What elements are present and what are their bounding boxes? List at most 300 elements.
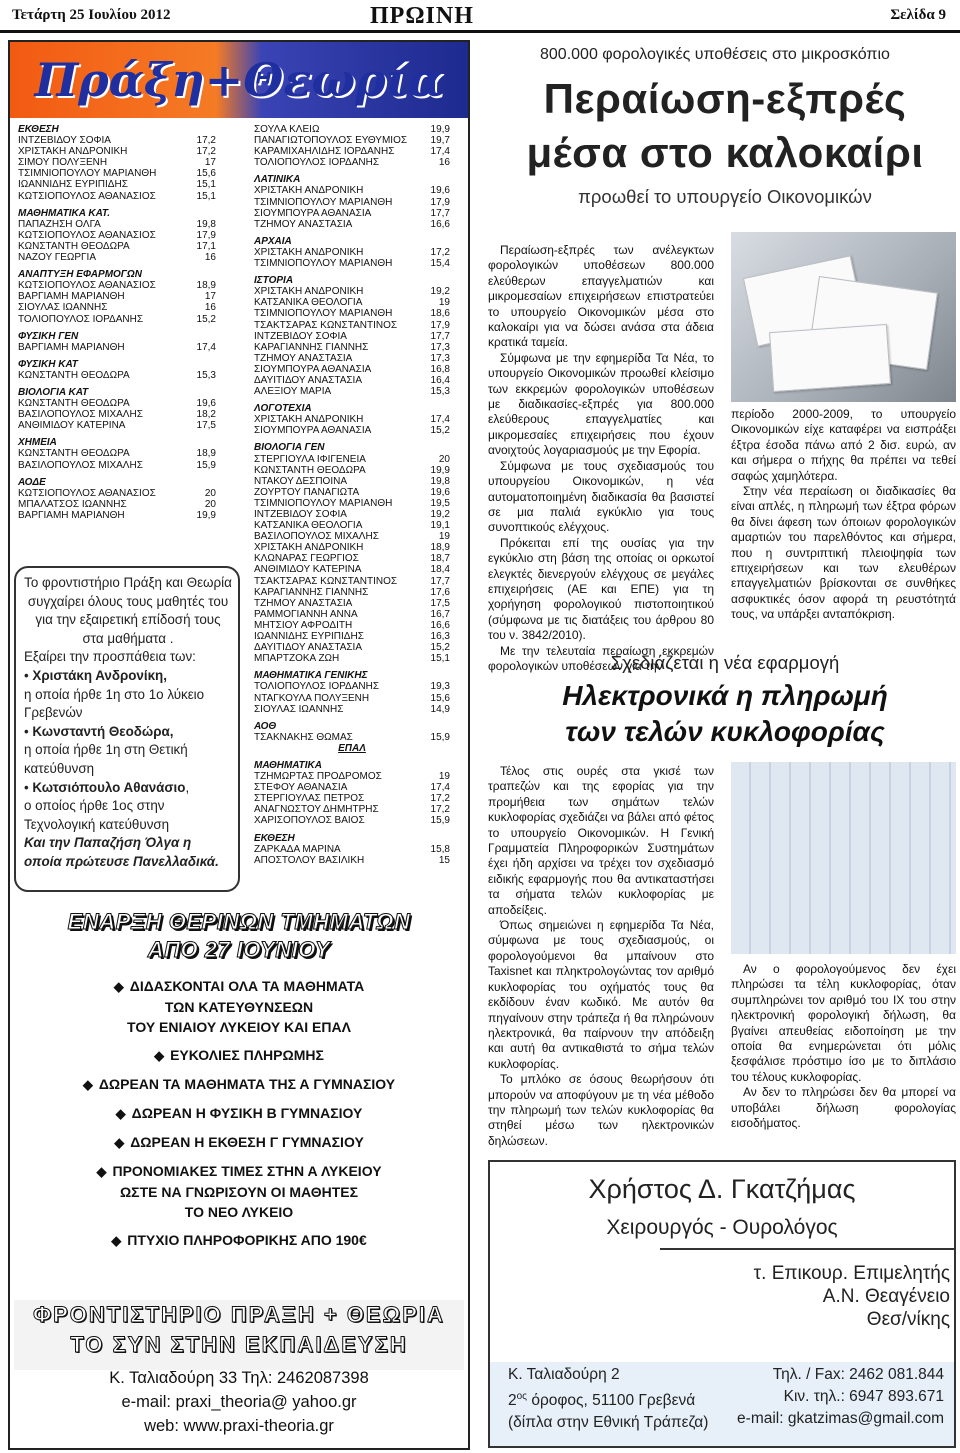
feature-line bbox=[14, 997, 464, 1017]
student-grade: 18,9 bbox=[196, 280, 216, 292]
student-name: ΚΩΝΣΤΑΝΤΗ ΘΕΟΔΩΡΑ bbox=[18, 240, 130, 252]
result-row bbox=[254, 782, 450, 793]
subject-heading: ΑΝΑΠΤΥΞΗ ΕΦΑΡΜΟΓΩΝ bbox=[18, 269, 142, 281]
diamond-icon: ◆ bbox=[154, 1048, 165, 1063]
student-name: ΤΖΗΜΩΡΤΑΣ ΠΡΟΔΡΟΜΟΣ bbox=[254, 771, 382, 783]
result-row bbox=[18, 448, 216, 459]
feature-item bbox=[14, 976, 464, 1037]
feature-item bbox=[14, 1230, 464, 1251]
student-grade: 16,3 bbox=[430, 631, 450, 643]
result-row bbox=[254, 498, 450, 509]
result-row bbox=[18, 510, 216, 521]
diamond-icon: ◆ bbox=[82, 1077, 93, 1092]
student-name: ΤΣΙΜΝΙΟΠΟΥΛΟΥ ΜΑΡΙΑΝΘΗ bbox=[254, 497, 393, 509]
student-grade: 18,4 bbox=[430, 564, 450, 576]
student-grade: 15,3 bbox=[430, 386, 450, 398]
subject-heading: ΕΚΘΕΣΗ bbox=[254, 832, 295, 844]
summer-title-line: ΕΝΑΡΞΗ ΘΕΡΙΝΩΝ ΤΜΗΜΑΤΩΝ bbox=[67, 909, 411, 934]
student-name: ΣΙΟΥΜΠΟΥΡΑ ΑΘΑΝΑΣΙΑ bbox=[254, 425, 372, 437]
headline-line: Ηλεκτρονικά η πληρωμή bbox=[562, 680, 888, 711]
student-name: ΜΠΑΡΤΖΟΚΑ ΖΩΗ bbox=[254, 653, 340, 665]
doctor-address-line bbox=[508, 1386, 728, 1412]
student-name: ΤΣΑΚΝΑΚΗΣ ΘΩΜΑΣ bbox=[254, 731, 353, 743]
subject-heading: ΦΥΣΙΚΗ ΓΕΝ bbox=[18, 330, 79, 342]
student-grade: 14,9 bbox=[430, 703, 450, 715]
student-name: ΙΩΑΝΝΙΔΗΣ ΕΥΡΙΠΙΔΗΣ bbox=[254, 631, 364, 643]
congrats-lead: Εξαίρει την προσπάθεια των: bbox=[24, 649, 196, 665]
header-rule bbox=[0, 30, 960, 33]
student-name: ΧΡΙΣΤΑΚΗ ΑΝΔΡΟΝΙΚΗ bbox=[254, 414, 364, 426]
article1-subheadline: προωθεί το υπουργείο Οικονομικών bbox=[578, 186, 872, 207]
result-row bbox=[254, 208, 450, 219]
student-name: ΒΑΡΓΙΑΜΗ ΜΑΡΙΑΝΘΗ bbox=[18, 291, 125, 303]
student-name: ΣΙΟΥΜΠΟΥΡΑ ΑΘΑΝΑΣΙΑ bbox=[254, 207, 372, 219]
student-grade: 20 bbox=[204, 487, 216, 499]
student-name: ΤΣΑΚΤΣΑΡΑΣ ΚΩΝΣΤΑΝΤΙΝΟΣ bbox=[254, 319, 398, 331]
student-grade: 16,6 bbox=[430, 218, 450, 230]
student-grade: 15,9 bbox=[430, 815, 450, 827]
subject-heading: ΕΚΘΕΣΗ bbox=[18, 124, 59, 135]
result-row bbox=[254, 598, 450, 609]
result-row bbox=[254, 331, 450, 342]
student-name: ΔΑΥΙΤΙΔΟΥ ΑΝΑΣΤΑΣΙΑ bbox=[254, 374, 362, 386]
article-paragraph: Περαίωση-εξπρές των ανέλεγκτων φορολογικών υποθέσεων 800.000 ελεύθερων επαγγελματιών και μικρομεσαίων επιχειρήσεων επιστρατεύει το υπουργείο Οικονομικών μέσα στο καλοκαίρι για να δώσει ανάσα στα άδεια κρατικά ταμεία. bbox=[488, 243, 714, 350]
student-grade: 18,9 bbox=[196, 448, 216, 460]
student-name: ΚΑΡΑΓΙΑΝΝΗΣ ΓΙΑΝΝΗΣ bbox=[254, 341, 369, 353]
headline-line: μέσα στο καλοκαίρι bbox=[526, 129, 924, 176]
article1-column-1 bbox=[488, 243, 714, 674]
student-name: ΜΠΑΛΑΤΣΟΣ ΙΩΑΝΝΗΣ bbox=[18, 498, 127, 510]
result-row bbox=[254, 542, 450, 553]
student-grade: 19,9 bbox=[196, 509, 216, 521]
student-grade: 17,1 bbox=[196, 240, 216, 252]
student-name: ΤΖΗΜΟΥ ΑΝΑΣΤΑΣΙΑ bbox=[254, 218, 353, 230]
student-grade: 19,6 bbox=[430, 185, 450, 197]
doctor-address-line: (δίπλα στην Εθνική Τράπεζα) bbox=[508, 1414, 709, 1432]
student-grade: 17,2 bbox=[430, 793, 450, 805]
subject-heading: ΦΥΣΙΚΗ ΚΑΤ bbox=[18, 358, 78, 370]
result-row bbox=[18, 219, 216, 230]
feature-line bbox=[14, 1045, 464, 1066]
result-row bbox=[254, 342, 450, 353]
student-name: Κωτσιόπουλο Αθανάσιο bbox=[32, 779, 186, 795]
student-name: ΒΑΣΙΛΟΠΟΥΛΟΣ ΜΙΧΑΛΗΣ bbox=[254, 531, 379, 543]
student-name: ΣΙΟΥΜΠΟΥΡΑ ΑΘΑΝΑΣΙΑ bbox=[254, 363, 372, 375]
student-note: η οποία ήρθε 1η στη Θετική κατεύθυνση bbox=[24, 742, 188, 776]
results-list-right bbox=[254, 124, 450, 866]
student-grade: 17,2 bbox=[196, 146, 216, 158]
student-name: ΣΤΕΦΟΥ ΑΘΑΝΑΣΙΑ bbox=[254, 782, 348, 794]
student-name: ΣΙΟΥΛΑΣ ΙΩΑΝΝΗΣ bbox=[18, 302, 108, 314]
student-grade: 17,2 bbox=[430, 246, 450, 258]
tuition-name: ΦΡΟΝΤΙΣΤΗΡΙΟ ΠΡΑΞΗ + ΘΕΩΡΙΑ bbox=[33, 1302, 445, 1327]
student-grade: 17,5 bbox=[196, 420, 216, 432]
result-row bbox=[254, 681, 450, 692]
headline-line: των τελών κυκλοφορίας bbox=[565, 716, 885, 747]
student-name: ΑΝΘΙΜΙΔΟΥ ΚΑΤΕΡΙΝΑ bbox=[18, 420, 126, 432]
student-grade: 19,2 bbox=[430, 509, 450, 520]
student-name: ΑΠΟΣΤΟΛΟΥ ΒΑΣΙΛΙΚΗ bbox=[254, 854, 365, 866]
result-row bbox=[18, 420, 216, 431]
student-name: ΙΝΤΖΕΒΙΔΟΥ ΣΟΦΙΑ bbox=[254, 330, 347, 342]
subject-heading: ΕΠΑΛ bbox=[338, 742, 366, 754]
congrats-intro: Το φροντιστήριο Πράξη και Θεωρία συγχαίρει όλους τους μαθητές του για την εξαιρετική επίδοσή τους στα μαθήματα . bbox=[24, 575, 232, 646]
student-name: ΣΤΕΡΓΙΟΥΛΑΣ ΠΕΤΡΟΣ bbox=[254, 793, 365, 805]
diamond-icon: ◆ bbox=[96, 1164, 107, 1179]
result-row bbox=[254, 219, 450, 230]
article-paragraph: Με την τελευταία περαίωση εκκρεμών φορολογικών υποθέσεων για την bbox=[488, 643, 714, 673]
result-row bbox=[254, 386, 450, 397]
student-grade: 17,7 bbox=[430, 575, 450, 587]
congratulations-box bbox=[14, 566, 240, 892]
student-grade: 15,9 bbox=[430, 731, 450, 743]
student-grade: 16 bbox=[204, 252, 216, 264]
student-grade: 19,8 bbox=[196, 218, 216, 230]
student-grade: 17,4 bbox=[430, 146, 450, 158]
result-row bbox=[254, 531, 450, 542]
congrats-closing: Και την Παπαζήση Όλγα η οποία πρώτευσε Πανελλαδικά. bbox=[24, 835, 219, 869]
student-grade: 16,7 bbox=[430, 608, 450, 620]
result-row bbox=[254, 414, 450, 425]
result-row bbox=[18, 146, 216, 157]
student-note: ο οποίος ήρθε 1ος στην Τεχνολογική κατεύθυνση bbox=[24, 798, 170, 832]
student-grade: 17,7 bbox=[430, 207, 450, 219]
student-name: ΙΝΤΖΕΒΙΔΟΥ ΣΟΦΙΑ bbox=[18, 135, 111, 147]
envelope-shape bbox=[769, 324, 891, 392]
result-row bbox=[254, 642, 450, 653]
student-grade: 17,9 bbox=[430, 196, 450, 208]
results-list-left bbox=[18, 124, 216, 521]
student-grade: 17,9 bbox=[196, 229, 216, 241]
student-name: ΠΑΠΑΖΗΣΗ ΟΛΓΑ bbox=[18, 218, 101, 230]
student-name: ΚΩΝΣΤΑΝΤΗ ΘΕΟΔΩΡΑ bbox=[18, 448, 130, 460]
result-row bbox=[18, 179, 216, 190]
feature-line bbox=[14, 976, 464, 997]
student-name: ΚΩΤΣΙΟΠΟΥΛΟΣ ΑΘΑΝΑΣΙΟΣ bbox=[18, 280, 156, 292]
result-row bbox=[254, 297, 450, 308]
student-name: Κωνσταντή Θεοδώρα, bbox=[32, 723, 174, 739]
student-grade: 18,6 bbox=[430, 308, 450, 320]
result-row bbox=[18, 230, 216, 241]
student-name: ΣΙΟΥΛΑΣ ΙΩΑΝΝΗΣ bbox=[254, 703, 344, 715]
student-grade: 19,5 bbox=[430, 497, 450, 509]
result-row bbox=[254, 258, 450, 269]
article1-kicker: 800.000 φορολογικές υποθέσεις στο μικροσκόπιο bbox=[540, 46, 890, 63]
student-name: ΚΑΤΣΑΝΙΚΑ ΘΕΟΛΟΓΙΑ bbox=[254, 297, 363, 309]
doctor-name: Χρήστος Δ. Γκατζήμας bbox=[588, 1174, 856, 1204]
student-name: ΚΩΤΣΙΟΠΟΥΛΟΣ ΑΘΑΝΑΣΙΟΣ bbox=[18, 229, 156, 241]
student-grade: 16,4 bbox=[430, 374, 450, 386]
student-name: ΚΑΤΣΑΝΙΚΑ ΘΕΟΛΟΓΙΑ bbox=[254, 520, 363, 532]
feature-line bbox=[14, 1017, 464, 1037]
student-name: ΤΟΛΙΟΠΟΥΛΟΣ ΙΟΡΔΑΝΗΣ bbox=[18, 313, 144, 325]
doctor-titles bbox=[700, 1262, 950, 1331]
result-row bbox=[254, 653, 450, 664]
student-grade: 18,2 bbox=[196, 409, 216, 421]
feature-item bbox=[14, 1132, 464, 1153]
subject-heading: ΜΑΘΗΜΑΤΙΚΑ bbox=[254, 759, 322, 771]
result-row bbox=[254, 520, 450, 531]
tutoring-banner bbox=[10, 42, 468, 118]
page-number: Σελίδα 9 bbox=[890, 7, 946, 23]
feature-item bbox=[14, 1103, 464, 1124]
feature-line bbox=[14, 1132, 464, 1153]
headline-line: Περαίωση-εξπρές bbox=[543, 75, 907, 122]
student-name: ΧΡΙΣΤΑΚΗ ΑΝΔΡΟΝΙΚΗ bbox=[18, 146, 128, 158]
result-row bbox=[18, 135, 216, 146]
subject-heading: ΑΡΧΑΙΑ bbox=[254, 235, 292, 247]
tutoring-address: Κ. Ταλιαδούρη 33 Τηλ: 2462087398 bbox=[109, 1369, 369, 1387]
student-grade: 19,6 bbox=[196, 398, 216, 410]
tuition-slogan bbox=[14, 1300, 464, 1370]
doctor-phone-line: Κιν. τηλ.: 6947 893.671 bbox=[783, 1388, 944, 1405]
feature-text: ΩΣΤΕ ΝΑ ΓΝΩΡΙΣΟΥΝ ΟΙ ΜΑΘΗΤΕΣ bbox=[119, 1184, 359, 1200]
result-row bbox=[254, 364, 450, 375]
student-grade: 15,6 bbox=[430, 692, 450, 704]
student-grade: 19,2 bbox=[430, 286, 450, 298]
student-grade: 19,1 bbox=[430, 520, 450, 532]
student-grade: 15,3 bbox=[196, 369, 216, 381]
diamond-icon: ◆ bbox=[115, 1106, 126, 1121]
student-grade: 19 bbox=[438, 771, 450, 783]
result-row bbox=[254, 197, 450, 208]
summer-classes-section bbox=[14, 908, 464, 1251]
student-grade: 19,8 bbox=[430, 475, 450, 487]
diamond-icon: ◆ bbox=[113, 979, 124, 994]
student-name: ΤΟΛΙΟΠΟΥΛΟΣ ΙΟΡΔΑΝΗΣ bbox=[254, 157, 380, 169]
student-grade: 19,3 bbox=[430, 681, 450, 693]
feature-item bbox=[14, 1045, 464, 1066]
student-name: ΡΑΜΜΟΓΙΑΝΝΗ ΑΝΝΑ bbox=[254, 608, 358, 620]
result-row bbox=[254, 793, 450, 804]
student-name: ΣΙΜΟΥ ΠΟΛΥΞΕΝΗ bbox=[18, 157, 108, 169]
result-row bbox=[254, 454, 450, 465]
student-grade: 15,8 bbox=[430, 843, 450, 855]
student-name: ΤΖΗΜΟΥ ΑΝΑΣΤΑΣΙΑ bbox=[254, 597, 353, 609]
student-name: ΠΑΝΑΓΙΩΤΟΠΟΥΛΟΣ ΕΥΘΥΜΙΟΣ bbox=[254, 135, 408, 147]
floor-number: 2 bbox=[508, 1392, 517, 1410]
subject-heading: ΜΑΘΗΜΑΤΙΚΑ ΚΑΤ. bbox=[18, 207, 111, 219]
student-grade: 19,7 bbox=[430, 135, 450, 147]
diamond-icon: ◆ bbox=[114, 1135, 125, 1150]
result-row bbox=[254, 135, 450, 146]
tutoring-contact bbox=[14, 1366, 464, 1438]
student-grade: 20 bbox=[204, 498, 216, 510]
student-name: ΤΖΗΜΟΥ ΑΝΑΣΤΑΣΙΑ bbox=[254, 352, 353, 364]
student-grade: 17,3 bbox=[430, 341, 450, 353]
student-name: ΙΩΑΝΝΙΔΗΣ ΕΥΡΙΠΙΔΗΣ bbox=[18, 179, 128, 191]
article-paragraph: Το μπλόκο σε όσους θεωρήσουν ότι μπορούν να αποφύγουν με τη νέα μέθοδο την πληρωμή των τελών κυκλοφορίας θα στηθεί μέσω των ηλεκτρονικών δηλώσεων. bbox=[488, 1072, 714, 1148]
doctor-email-line: e-mail: gkatzimas@gmail.com bbox=[737, 1410, 944, 1427]
student-grade: 17,4 bbox=[430, 782, 450, 794]
subject-heading: ΧΗΜΕΙΑ bbox=[18, 437, 57, 449]
feature-item bbox=[14, 1161, 464, 1222]
result-row bbox=[254, 631, 450, 642]
student-name: ΝΤΑΚΟΥ ΔΕΣΠΟΙΝΑ bbox=[254, 475, 347, 487]
result-row bbox=[254, 704, 450, 715]
student-name: ΧΡΙΣΤΑΚΗ ΑΝΔΡΟΝΙΚΗ bbox=[254, 246, 364, 258]
student-note: η οποία ήρθε 1η στο 1ο λύκειο Γρεβενών bbox=[24, 686, 205, 721]
article2-column-1 bbox=[488, 764, 714, 1149]
student-name: ΤΟΛΙΟΠΟΥΛΟΣ ΙΟΡΔΑΝΗΣ bbox=[254, 681, 380, 693]
subject-heading: ΛΑΤΙΝΙΚΑ bbox=[254, 174, 301, 186]
student-name: ΑΝΑΓΝΩΣΤΟΥ ΔΗΜΗΤΡΗΣ bbox=[254, 804, 379, 816]
result-row bbox=[18, 398, 216, 409]
student-grade: 15,4 bbox=[430, 258, 450, 270]
doctor-title-line: Α.Ν. Θεαγένειο bbox=[822, 1286, 950, 1307]
student-name: ΑΝΘΙΜΙΔΟΥ ΚΑΤΕΡΙΝΑ bbox=[254, 564, 362, 576]
result-row bbox=[254, 576, 450, 587]
student-grade: 17,2 bbox=[196, 135, 216, 147]
result-row bbox=[18, 168, 216, 179]
result-row bbox=[254, 587, 450, 598]
result-row bbox=[18, 241, 216, 252]
result-row bbox=[254, 509, 450, 520]
student-name: ΚΑΡΑΜΙΧΑΗΛΙΔΗΣ ΙΟΡΔΑΝΗΣ bbox=[254, 146, 395, 158]
student-name: ΚΑΡΑΓΙΑΝΝΗΣ ΓΙΑΝΝΗΣ bbox=[254, 586, 369, 598]
article-paragraph: Αν ο φορολογούμενος δεν έχει πληρώσει τα τέλη κυκλοφορίας, όταν συμπληρώνει τον αριθμό του ΙΧ του στην ηλεκτρονική φορολογική δήλωση, θα βγαίνει απευθείας ειδοποίηση με την οποία θα ενημερώνεται ότι μόλις ξεσφάλισε πρόστιμο ίσο με το διπλάσιο του τέλους κυκλοφορίας. bbox=[731, 962, 956, 1084]
student-name: ΝΑΖΟΥ ΓΕΩΡΓΙΑ bbox=[18, 252, 97, 264]
student-grade: 17 bbox=[204, 157, 216, 169]
result-row bbox=[254, 375, 450, 386]
student-name: ΒΑΡΓΙΑΜΗ ΜΑΡΙΑΝΘΗ bbox=[18, 341, 125, 353]
result-row bbox=[18, 280, 216, 291]
article-paragraph: Πρόκειται επί της ουσίας για την εγκύκλιο στη βάση της οποίας οι ορκωτοί ελεγκτές διενεργούν ελέγχους σε μεγάλες επιχειρήσεις (ΑΕ και ΕΠΕ) για τη χορήγηση φορολογικού πιστοποιητικού (σύμφωνα με τις διατάξεις του άρθρου 80 του ν. 3842/2010). bbox=[488, 535, 714, 643]
result-row bbox=[254, 487, 450, 498]
student-grade: 15,9 bbox=[196, 459, 216, 471]
student-name: ΚΩΝΣΤΑΝΤΗ ΘΕΟΔΩΡΑ bbox=[254, 464, 366, 476]
features-list bbox=[14, 976, 464, 1251]
feature-line bbox=[14, 1182, 464, 1202]
doctor-title-line: τ. Επικουρ. Επιμελητής bbox=[753, 1263, 950, 1284]
result-row bbox=[254, 844, 450, 855]
student-name: ΚΛΩΝΑΡΑΣ ΓΕΩΡΓΙΟΣ bbox=[254, 553, 359, 565]
result-row bbox=[18, 314, 216, 325]
article-paragraph: Αν δεν το πληρώσει δεν θα μπορεί να υποβάλει δήλωση φορολογίας εισοδήματος. bbox=[731, 1085, 956, 1131]
tutoring-banner-title: Πράξη+Θεωρία bbox=[34, 53, 444, 107]
article-paragraph: Όπως σημειώνει η εφημερίδα Τα Νέα, σύμφωνα με τους σχεδιασμούς, οι φορολογούμενοι θα μπαίνουν στο Taxisnet και πληκτρολογώντας τον αριθμό κυκλοφορίας του οχήματός τους θα εκδίδουν έναν κωδικό. Με αυτόν θα πηγαίνουν στην τράπεζα ή θα πληρώνουν ηλεκτρονικά, θα παίρνουν την απόδειξη και αυτή θα αντικαθιστά το σήμα τελών κυκλοφορίας. bbox=[488, 918, 714, 1071]
result-row bbox=[254, 553, 450, 564]
student-grade: 17,4 bbox=[196, 341, 216, 353]
summer-title-line: ΑΠΟ 27 ΙΟΥΝΙΟΥ bbox=[147, 937, 331, 962]
student-grade: 17,5 bbox=[430, 597, 450, 609]
result-row bbox=[18, 157, 216, 168]
student-grade: 17,6 bbox=[430, 586, 450, 598]
student-grade: 19 bbox=[438, 297, 450, 309]
result-row bbox=[254, 804, 450, 815]
result-row bbox=[254, 185, 450, 196]
result-row bbox=[18, 499, 216, 510]
student-name: ΚΩΝΣΤΑΝΤΗ ΘΕΟΔΩΡΑ bbox=[18, 369, 130, 381]
bullet-icon: • bbox=[24, 667, 33, 683]
bullet-icon: • bbox=[24, 779, 33, 795]
student-grade: 16 bbox=[438, 157, 450, 169]
result-row bbox=[254, 771, 450, 782]
student-name: ΖΟΥΡΤΟΥ ΠΑΝΑΓΙΩΤΑ bbox=[254, 486, 360, 498]
student-name: ΚΩΤΣΙΟΠΟΥΛΟΣ ΑΘΑΝΑΣΙΟΣ bbox=[18, 487, 156, 499]
student-grade: 15,2 bbox=[430, 642, 450, 654]
subject-heading: ΑΟΔΕ bbox=[18, 476, 46, 488]
result-row bbox=[254, 476, 450, 487]
student-grade: 15,6 bbox=[196, 168, 216, 180]
feature-line bbox=[14, 1161, 464, 1182]
article1-headline bbox=[500, 72, 950, 180]
student-name: ΖΑΡΚΑΔΑ ΜΑΡΙΝΑ bbox=[254, 843, 341, 855]
summer-title bbox=[14, 908, 464, 964]
result-row bbox=[254, 609, 450, 620]
feature-text: ΔΩΡΕΑΝ Η ΦΥΣΙΚΗ Β ΓΥΜΝΑΣΙΟΥ bbox=[131, 1105, 363, 1121]
subject-heading: ΑΟΘ bbox=[254, 720, 277, 732]
diamond-icon: ◆ bbox=[111, 1233, 122, 1248]
student-name-comma: , bbox=[185, 779, 190, 795]
student-name: ΣΟΥΛΑ ΚΛΕΙΩ bbox=[254, 124, 320, 135]
feature-line bbox=[14, 1230, 464, 1251]
student-name: Χριστάκη Ανδρονίκη, bbox=[32, 667, 167, 683]
tutoring-web: web: www.praxi-theoria.gr bbox=[144, 1417, 334, 1435]
feature-text: ΠΤΥΧΙΟ ΠΛΗΡΟΦΟΡΙΚΗΣ ΑΠΟ 190€ bbox=[127, 1232, 367, 1248]
student-name: ΔΑΥΙΤΙΔΟΥ ΑΝΑΣΤΑΣΙΑ bbox=[254, 642, 362, 654]
doctor-divider bbox=[660, 1248, 956, 1250]
result-row bbox=[18, 488, 216, 499]
student-name: ΤΣΙΜΝΙΟΠΟΥΛΟΥ ΜΑΡΙΑΝΘΗ bbox=[254, 196, 393, 208]
result-row bbox=[254, 815, 450, 826]
article-paragraph: Σύμφωνα με την εφημερίδα Τα Νέα, το υπουργείο Οικονομικών προωθεί κλείσιμο των εκκρεμών φορολογικών υποθέσεων με διαδικασίες-εξπρές για 800.000 ελεύθερους επαγγελματίες και μικρομεσαίες επιχειρήσεις που έχουν ανοιχτούς λογαριασμούς με την Εφορία. bbox=[488, 350, 714, 458]
student-grade: 17,9 bbox=[430, 319, 450, 331]
student-name: ΤΣΙΜΝΙΟΠΟΥΛΟΥ ΜΑΡΙΑΝΘΗ bbox=[254, 258, 393, 270]
result-row bbox=[254, 146, 450, 157]
student-grade: 15,2 bbox=[430, 425, 450, 437]
result-row bbox=[254, 855, 450, 866]
result-row bbox=[254, 320, 450, 331]
feature-text: ΠΡΟΝΟΜΙΑΚΕΣ ΤΙΜΕΣ ΣΤΗΝ Α ΛΥΚΕΙΟΥ bbox=[112, 1163, 382, 1179]
student-grade: 19,6 bbox=[430, 486, 450, 498]
feature-text: ΔΩΡΕΑΝ ΤΑ ΜΑΘΗΜΑΤΑ ΤΗΣ Α ΓΥΜΝΑΣΙΟΥ bbox=[98, 1076, 396, 1092]
address-rest: όροφος, 51100 Γρεβενά bbox=[527, 1392, 696, 1410]
student-name: ΒΑΡΓΙΑΜΗ ΜΑΡΙΑΝΘΗ bbox=[18, 509, 125, 521]
result-row bbox=[254, 620, 450, 631]
student-grade: 15,1 bbox=[196, 179, 216, 191]
result-row bbox=[254, 693, 450, 704]
doctor-title-line: Θεσ/νίκης bbox=[866, 1309, 950, 1330]
result-row bbox=[18, 302, 216, 313]
student-name: ΧΡΙΣΤΑΚΗ ΑΝΔΡΟΝΙΚΗ bbox=[254, 185, 364, 197]
student-grade: 19,9 bbox=[430, 124, 450, 135]
doctor-specialty: Χειρουργός - Ουρολόγος bbox=[606, 1216, 838, 1239]
subject-heading: ΛΟΓΟΤΕΧΙΑ bbox=[254, 403, 312, 415]
subject-heading: ΙΣΤΟΡΙΑ bbox=[254, 275, 294, 287]
student-name: ΚΩΤΣΙΟΠΟΥΛΟΣ ΑΘΑΝΑΣΙΟΣ bbox=[18, 190, 156, 202]
student-name: ΣΤΕΡΓΙΟΥΛΑ ΙΦΙΓΕΝΕΙΑ bbox=[254, 453, 366, 465]
article-paragraph: Στην νέα περαίωση οι διαδικασίες θα είναι απλές, η πληρωμή των έξτρα φόρων θα δίνει άφεση των όποιων φορολογικών αμαρτιών του παρελθόντος και σήμερα, που η συντριπτική πλειοψηφία των επιχειρήσεων και των ελευθέρων επαγγελματιών βρίσκονται σε συνθήκες ασφυκτικές όσον αφορά τη ρευστότητά τους, να υπάρξει ανταπόκριση. bbox=[731, 484, 956, 622]
result-row bbox=[18, 291, 216, 302]
article2-headline bbox=[500, 678, 950, 750]
documents-photo bbox=[731, 762, 956, 954]
student-name: ΝΤΑΓΚΟΥΛΑ ΠΟΛΥΞΕΝΗ bbox=[254, 692, 370, 704]
feature-text: ΤΩΝ ΚΑΤΕΥΘΥΝΣΕΩΝ bbox=[164, 999, 314, 1015]
student-grade: 15,1 bbox=[430, 653, 450, 665]
student-grade: 20 bbox=[438, 453, 450, 465]
student-name: ΧΡΙΣΤΑΚΗ ΑΝΔΡΟΝΙΚΗ bbox=[254, 286, 364, 298]
student-grade: 18,7 bbox=[430, 553, 450, 565]
envelopes-photo bbox=[731, 232, 956, 402]
student-grade: 17,7 bbox=[430, 330, 450, 342]
student-name: ΑΛΕΞΙΟΥ ΜΑΡΙΑ bbox=[254, 386, 332, 398]
student-grade: 16,8 bbox=[430, 363, 450, 375]
result-row bbox=[254, 564, 450, 575]
subject-heading: ΒΙΟΛΟΓΙΑ ΚΑΤ bbox=[18, 386, 89, 398]
student-name: ΤΣΙΜΝΙΟΠΟΥΛΟΥ ΜΑΡΙΑΝΘΗ bbox=[18, 168, 157, 180]
student-grade: 15 bbox=[438, 854, 450, 866]
